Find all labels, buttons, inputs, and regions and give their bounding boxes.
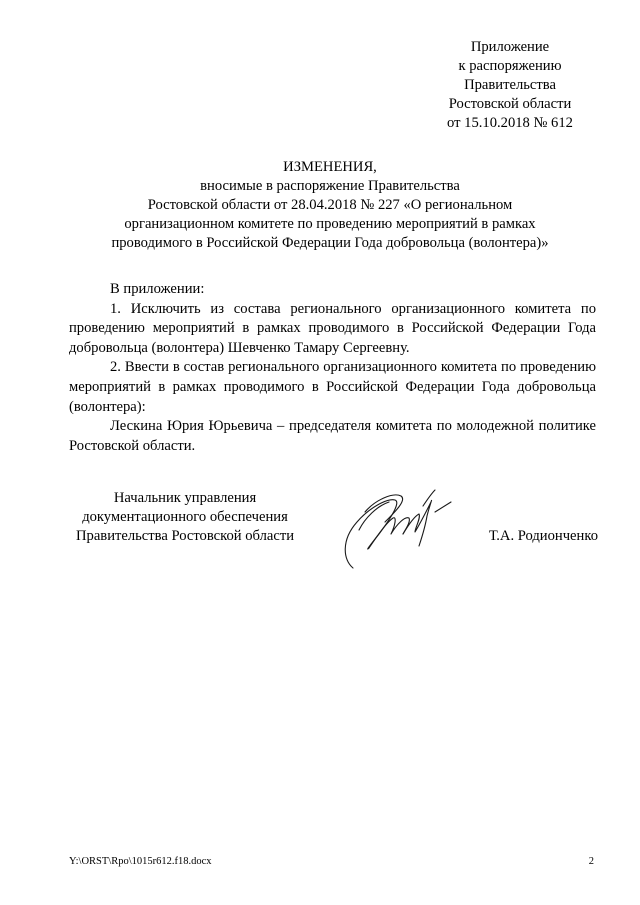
document-title: ИЗМЕНЕНИЯ, (283, 159, 377, 175)
body-item-1: 1. Исключить из состава регионального организационного комитета по проведению мероприятий в рамках проводимого в Российской Федерации Года добровольца (волонтера) Шевченко Тамару Сергеевну. (69, 300, 596, 356)
signatory-position-line: Начальник управления (113, 490, 257, 506)
heading-line: вносимые в распоряжение Правительства (200, 178, 460, 194)
appendix-line: Правительства (464, 77, 556, 93)
heading-line: проводимого в Российской Федерации Года добровольца (волонтера)» (111, 235, 549, 251)
page-number: 2 (588, 856, 594, 867)
body-item-2-entry: Лескина Юрия Юрьевича – председателя комитета по молодежной политике Ростовской области. (69, 418, 596, 454)
appendix-line: Приложение (470, 39, 550, 55)
signatory-position-line: Правительства Ростовской области (75, 528, 295, 544)
heading-line: организационном комитете по проведению мероприятий в рамках (124, 216, 536, 232)
body-intro: В приложении: (110, 281, 205, 297)
heading-line: Ростовской области от 28.04.2018 № 227 «О региональном (147, 197, 513, 213)
appendix-header (420, 38, 600, 133)
handwritten-signature (335, 478, 455, 573)
body-item-2: 2. Ввести в состав регионального организационного комитета по проведению мероприятий в рамках проводимого в Российской Федерации Года добровольца (волонтера): (69, 359, 596, 415)
appendix-line: от 15.10.2018 № 612 (447, 115, 573, 131)
document-heading (60, 158, 600, 253)
document-body (69, 280, 596, 456)
file-path: Y:\ORST\Rpo\1015r612.f18.docx (69, 856, 212, 867)
signatory-position (60, 489, 310, 546)
signatory-position-line: документационного обеспечения (82, 509, 288, 525)
appendix-line: к распоряжению (458, 58, 562, 74)
signatory-name: Т.А. Родионченко (488, 528, 598, 544)
appendix-line: Ростовской области (448, 96, 572, 112)
